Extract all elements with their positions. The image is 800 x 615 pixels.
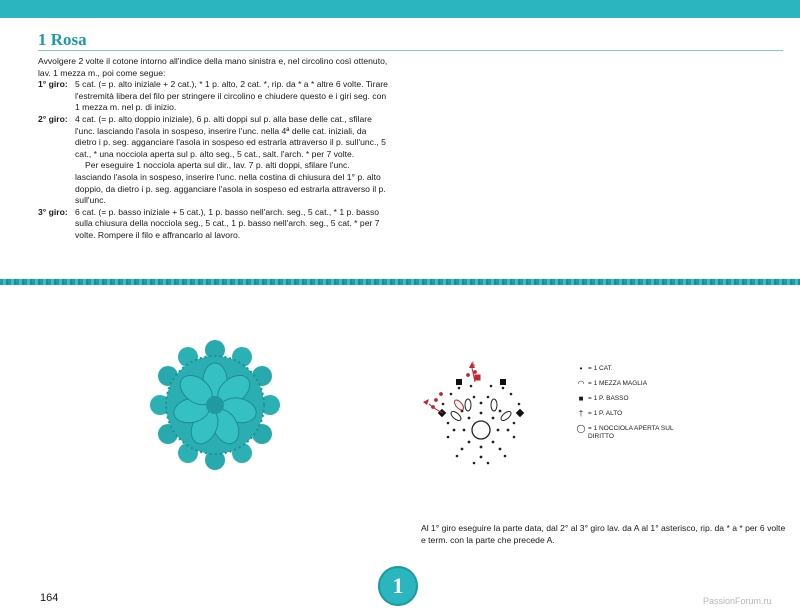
crochet-chart-diagram (413, 356, 558, 466)
legend-item (574, 380, 698, 388)
round-text: 4 cat. (= p. alto doppio iniziale), 6 p. alti doppi sul p. alla base delle cat., sfilare l'unc. lasciando l'asola in sospeso, inserire l'unc. nella 4ª delle cat. iniziali, da dietro i p. seg. agganciare l'asola in sospeso ed estrarla attraverso il p. sull'unc., 5 cat., * una nocciola aperta sul p. alto seg., 5 cat., salt. l'arch. * per 7 volte. (75, 113, 386, 159)
dagger-icon: † (578, 409, 584, 418)
svg-text:A: A (471, 362, 476, 368)
chart-note: Al 1° giro eseguire la parte data, dal 2° al 3° giro lav. da A al 1° asterisco, rip. da * a * per 6 volte e term. con la parte che precede A. (421, 523, 786, 545)
page-title: 1 Rosa (38, 30, 87, 49)
pattern-number-badge: 1 (378, 566, 418, 606)
round-label: 1° giro: (38, 79, 68, 90)
legend-item (574, 365, 698, 373)
page-number: 164 (40, 592, 59, 604)
legend-item (574, 425, 698, 441)
oval-icon: ◯ (576, 424, 586, 433)
legend-label: = 1 P. BASSO (588, 395, 629, 402)
legend-label: = 1 P. ALTO (588, 410, 623, 417)
dot-icon: • (579, 364, 583, 373)
legend-label: = 1 NOCCIOLA APERTA SUL DIRITTO (588, 425, 674, 440)
crochet-rose-photo (150, 340, 280, 470)
legend-item (574, 410, 698, 418)
top-color-band (0, 0, 800, 18)
pattern-instructions (38, 56, 388, 242)
round-text: 6 cat. (= p. basso iniziale + 5 cat.), 1 p. basso nell'arch. seg., 5 cat., * 1 p. basso sulla chiusura della nocciola seg., 5 cat., 1 p. basso nell'arch. seg., 5 cat. * per 7 volte. Rompere il filo e affrancarlo al lavoro. (75, 206, 380, 240)
chart-legend (574, 365, 698, 448)
round-2 (38, 114, 388, 207)
round-label: 3° giro: (38, 206, 68, 217)
round-label: 2° giro: (38, 113, 68, 124)
title-divider (38, 50, 783, 51)
round-text: 5 cat. (= p. alto iniziale + 2 cat.), * 1 p. alto, 2 cat. *, rip. da * a * altre 6 volte. Tirare l'estremità libera del filo per stringere il circolino e chiudere questo e i giri seg. con 1 mezza m. nel p. di inizio. (75, 79, 388, 113)
square-icon: ■ (578, 394, 584, 403)
yarn-divider-band (0, 279, 800, 285)
pattern-intro: Avvolgere 2 volte il cotone intorno all'indice della mano sinistra e, nel circolino così ottenuto, lav. 1 mezza m., poi come segue: (38, 56, 388, 78)
legend-label: = 1 MEZZA MAGLIA (588, 380, 648, 387)
slip-stitch-icon: ◠ (577, 379, 585, 388)
round-1 (38, 79, 388, 114)
legend-label: = 1 CAT. (588, 365, 613, 372)
round-3 (38, 207, 388, 242)
legend-item (574, 395, 698, 403)
round-note: Per eseguire 1 nocciola aperta sul dir., lav. 7 p. alti doppi, sfilare l'unc. lasciando l'asola in sospeso, inserire l'unc. nella costina di chiusura del 1° p. alto doppio, da dietro i p. seg. agganciare l'asola in sospeso ed estrarla attraverso il p. sull'unc. (75, 160, 386, 206)
watermark: PassionForum.ru (703, 596, 772, 606)
